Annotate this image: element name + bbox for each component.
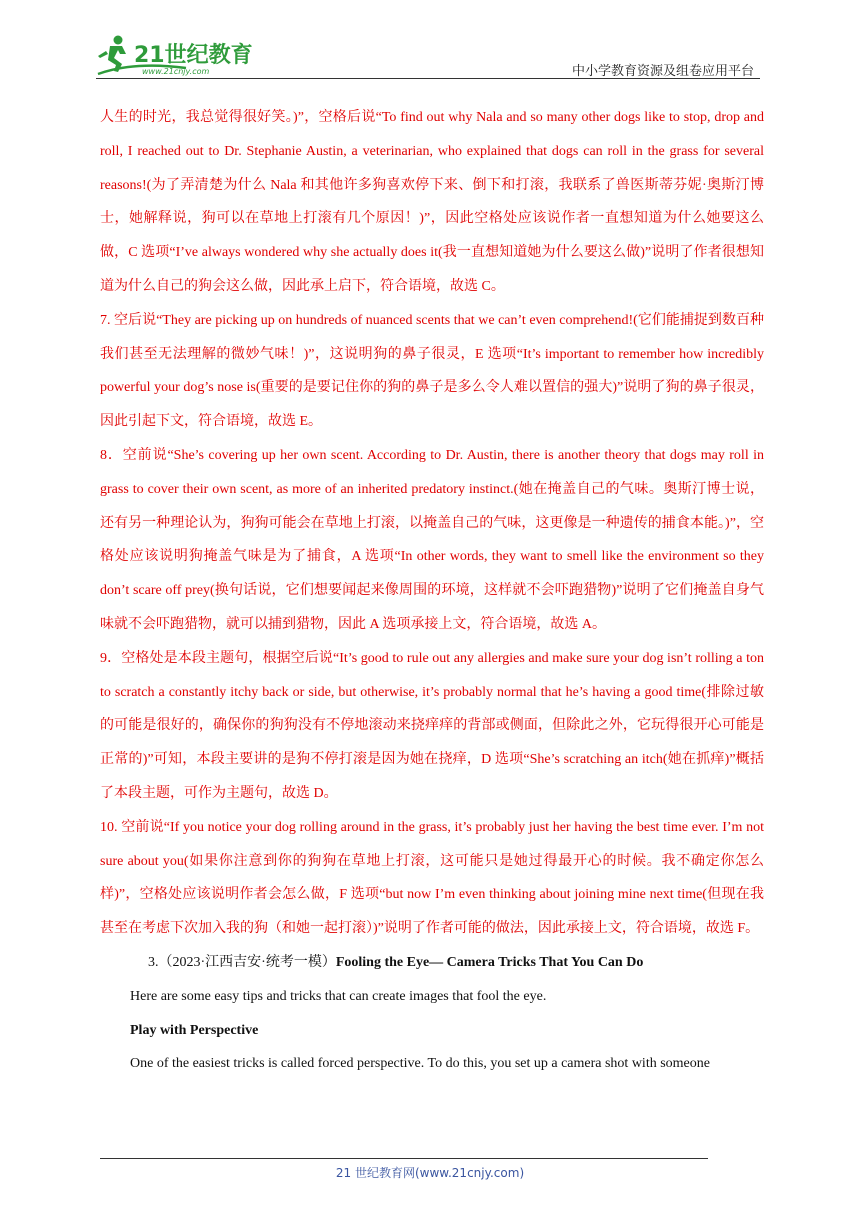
explanation-10: 10. 空前说“If you notice your dog rolling around in the grass, it’s probably just her having the best time ever. I’m not sure about you(如果你注意到你的狗狗在草地上打滚，这可能只是她过得最开心的时候。我不确定你怎么样)”，空格处应该说明作者会怎么做，F 选项“but now I’m even thinking about joining mine next time(但现在我甚至在考虑下次加入我的狗（和她一起打滚）)”说明了作者可能的做法，因此承接上文，符合语境，故选 F。 [100, 819, 764, 937]
passage-body: One of the easiest tricks is called forced perspective. To do this, you set up a camera shot with someone [130, 1056, 710, 1072]
platform-name: 中小学教育资源及组卷应用平台 [571, 64, 754, 79]
passage-intro: Here are some easy tips and tricks that can create images that fool the eye. [130, 988, 547, 1004]
question-3 [100, 946, 764, 1081]
explanation-8: 8．空前说“She’s covering up her own scent. According to Dr. Austin, there is another theory that dogs may roll in grass to cover their own scent, as more of an inherited predatory instinct.(她在掩盖自己的气味。奥斯汀博士说，还有另一种理论认为，狗狗可能会在草地上打滚，以掩盖自己的气味，这更像是一种遗传的捕食本能。)”，空格处应该说明狗掩盖气味是为了捕食，A 选项“In other words, they want to smell like the environment so they don’t scare off prey(换句话说，它们想要闻起来像周围的环境，这样就不会吓跑猎物)”说明了它们掩盖自身气味就不会吓跑猎物，就可以捕到猎物，因此 A 选项承接上文，符合语境，故选 A。 [100, 447, 764, 632]
question-source: 3.（2023·江西吉安·统考一模） [148, 954, 336, 970]
footer-divider [100, 1158, 708, 1159]
explanation-7: 7. 空后说“They are picking up on hundreds of nuanced scents that we can’t even comprehend!(它们能捕捉到数百种我们甚至无法理解的微妙气味！)”，这说明狗的鼻子很灵，E 选项“It’s important to remember how incredibly powerful your dog’s nose is(重要的是要记住你的狗的鼻子是多么令人难以置信的强大)”说明了狗的鼻子很灵，因此引起下文，符合语境，故选 E。 [100, 312, 764, 430]
passage-heading: Play with Perspective [130, 1022, 259, 1038]
question-title-line [100, 946, 764, 980]
page-footer: 21 世纪教育网(www.21cnjy.com) [335, 1166, 525, 1180]
explanation-6-continued: 人生的时光，我总觉得很好笑。)”，空格后说“To find out why Nala and so many other dogs like to stop, drop and roll, I reached out to Dr. Stephanie Austin, a veterinarian, who explained that dogs can roll in the grass for several reasons!(为了弄清楚为什么 Nala 和其他许多狗喜欢停下来、倒下和打滚，我联系了兽医斯蒂芬妮·奥斯汀博士，她解释说，狗可以在草地上打滚有几个原因！)”，因此空格处应该说作者一直想知道为什么她要这么做，C 选项“I’ve always wondered why she actually does it(我一直想知道她为什么要这么做)”说明了作者很想知道为什么自己的狗会这么做，因此承上启下，符合语境，故选 C。 [100, 110, 764, 294]
explanation-9: 9．空格处是本段主题句，根据空后说“It’s good to rule out any allergies and make sure your dog isn’t rolling a ton to scratch a constantly itchy back or side, but otherwise, it’s probably normal that he’s having a good time(排除过敏的可能是很好的，确保你的狗狗没有不停地滚动来挠痒痒的背部或侧面，但除此之外，它玩得很开心可能是正常的)”可知，本段主要讲的是狗不停打滚是因为她在挠痒，D 选项“She’s scratching an itch(她在抓痒)”概括了本段主题，可作为主题句，故选 D。 [100, 650, 764, 801]
site-logo [96, 34, 266, 78]
passage-title: Fooling the Eye— Camera Tricks That You Can Do [335, 954, 644, 970]
document-body [100, 101, 764, 1081]
header-divider [96, 78, 760, 79]
svg-text:21世纪教育: 21世纪教育 [134, 43, 253, 68]
page-header [0, 0, 860, 80]
svg-text:www.21cnjy.com: www.21cnjy.com [142, 67, 210, 76]
answer-explanations [100, 101, 764, 946]
